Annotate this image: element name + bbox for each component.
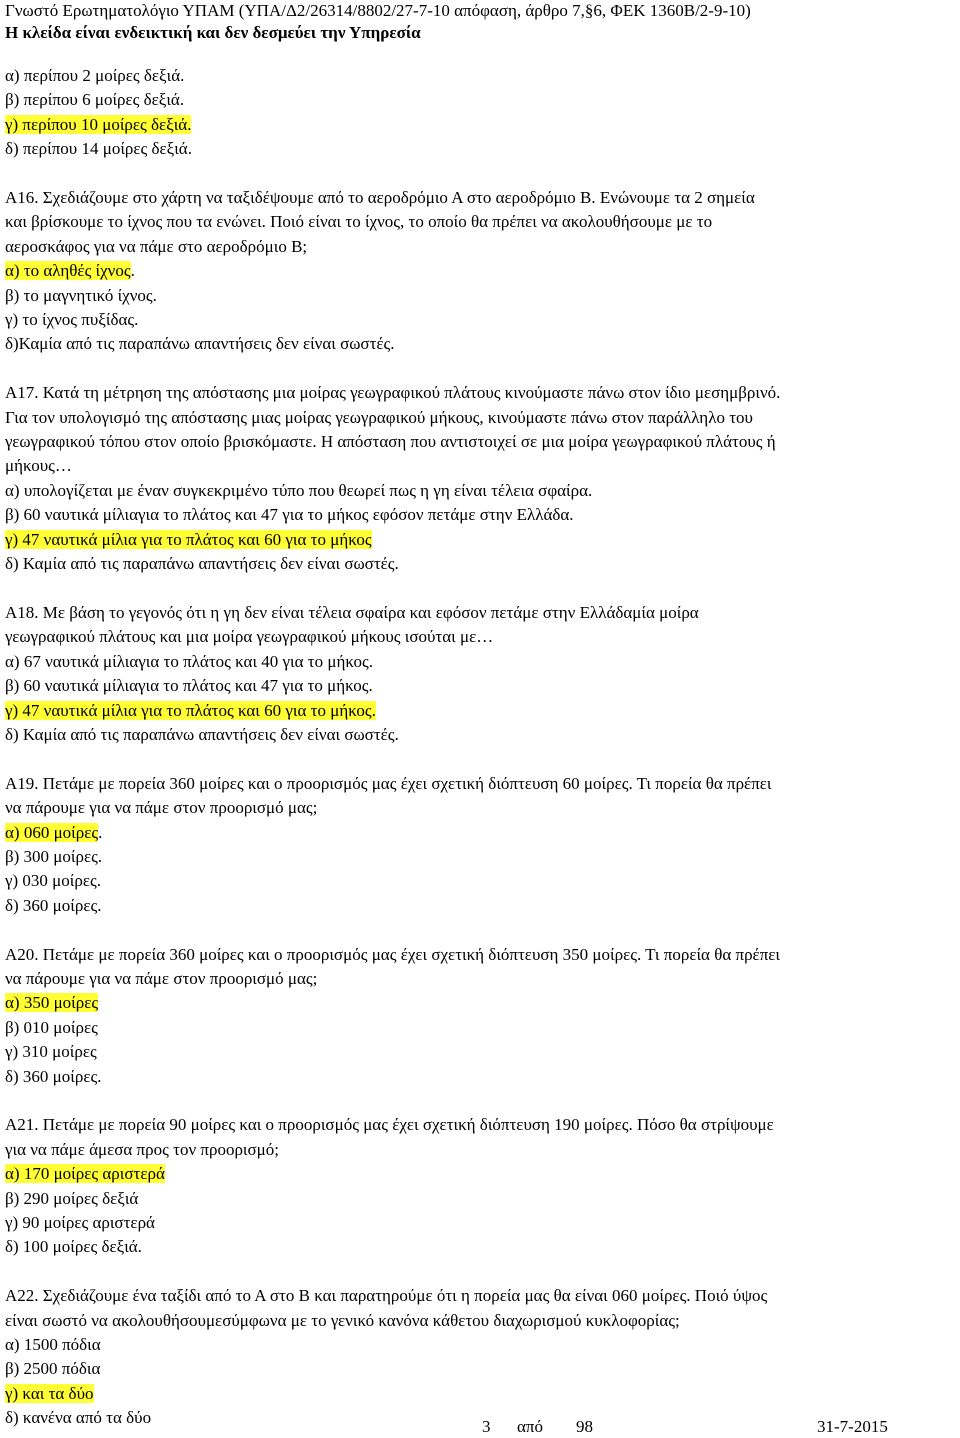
question-a19 [5,772,955,918]
answer-option-b: β) περίπου 6 μοίρες δεξιά. [5,90,185,110]
answer-option-d: δ)Καμία από τις παραπάνω απαντήσεις δεν είναι σωστές. [5,334,395,354]
document-body [5,64,955,1431]
answer-option-a-correct: α) 170 μοίρες αριστερά [5,1164,165,1184]
footer-date: 31-7-2015 [817,1417,888,1436]
question-text: αεροσκάφος για να πάμε στο αεροδρόμιο Β; [5,236,308,256]
header-title: Γνωστό Ερωτηματολόγιο ΥΠΑΜ (ΥΠΑ/Δ2/26314/8802/27-7-10 απόφαση, άρθρο 7,§6, ΦΕΚ 1360Β/2-9-10) [5,1,751,20]
answer-option-a: α) υπολογίζεται με έναν συγκεκριμένο τύπο που θεωρεί πως η γη είναι τέλεια σφαίρα. [5,480,593,500]
question-a16 [5,186,955,357]
question-text: Α20. Πετάμε με πορεία 360 μοίρες και ο προορισμός μας έχει σχετική διόπτευση 350 μοίρες. Τι πορεία θα πρέπει [5,944,780,964]
answer-option-d: δ) 100 μοίρες δεξιά. [5,1237,142,1257]
answer-option-a: α) 67 ναυτικά μίλιαγια το πλάτος και 40 για το μήκος. [5,651,374,671]
answer-option-c-correct: γ) και τα δύο [5,1383,94,1403]
question-text: Α16. Σχεδιάζουμε στο χάρτη να ταξιδέψουμε από το αεροδρόμιο Α στο αεροδρόμιο Β. Ενώνουμε τα 2 σημεία [5,188,755,208]
question-text: Α22. Σχεδιάζουμε ένα ταξίδι από το Α στο Β και παρατηρούμε ότι η πορεία μας θα είναι 060 μοίρες. Ποιό ύψος [5,1286,768,1306]
page-header [5,0,955,44]
answer-option-c: γ) το ίχνος πυξίδας. [5,310,139,330]
question-text: Για τον υπολογισμό της απόστασης μιας μοίρας γεωγραφικού μήκους, κινούμαστε πάνω στον παράλληλο του [5,407,753,427]
question-a20 [5,943,955,1089]
question-text: μήκους… [5,456,72,476]
answer-punctuation: . [130,261,135,281]
answer-punctuation: . [98,822,103,842]
page-of-label: από [517,1417,543,1436]
question-text: για να πάμε άμεσα προς τον προορισμό; [5,1139,280,1159]
answer-option-c: γ) 310 μοίρες [5,1042,97,1062]
page-total: 98 [576,1417,593,1436]
answer-option-a-correct: α) 350 μοίρες [5,993,99,1013]
answer-option-b: β) 300 μοίρες. [5,846,103,866]
answer-option-c-correct: γ) 47 ναυτικά μίλια για το πλάτος και 60 για το μήκος. [5,700,376,720]
header-disclaimer: Η κλείδα είναι ενδεικτική και δεν δεσμεύει την Υπηρεσία [5,23,421,42]
answer-option-d: δ) Καμία από τις παραπάνω απαντήσεις δεν είναι σωστές. [5,724,399,744]
answer-option-d: δ) 360 μοίρες. [5,1066,102,1086]
answer-option-b: β) 010 μοίρες [5,1017,98,1037]
question-text: Α18. Με βάση το γεγονός ότι η γη δεν είναι τέλεια σφαίρα και εφόσον πετάμε στην Ελλάδαμία μοίρα [5,602,699,622]
answer-option-d: δ) κανένα από τα δύο [5,1408,152,1428]
question-a17 [5,381,955,576]
answer-option-c-correct: γ) περίπου 10 μοίρες δεξιά. [5,114,192,134]
answer-option-b: β) 290 μοίρες δεξιά [5,1188,139,1208]
question-text: είναι σωστό να ακολουθήσουμεσύμφωνα με το γενικό κανόνα κάθετου διαχωρισμού κυκλοφορίας; [5,1310,680,1330]
answer-option-d: δ) περίπου 14 μοίρες δεξιά. [5,139,192,159]
question-text: Α17. Κατά τη μέτρηση της απόστασης μια μοίρας γεωγραφικού πλάτους κινούμαστε πάνω στον ίδιο μεσημβρινό. [5,383,781,403]
question-text: να πάρουμε για να πάμε στον προορισμό μας; [5,968,318,988]
answer-option-a-correct: α) το αληθές ίχνος [5,261,131,281]
answer-option-c-correct: γ) 47 ναυτικά μίλια για το πλάτος και 60 για το μήκος [5,529,372,549]
answer-option-a: α) 1500 πόδια [5,1335,101,1355]
page-number: 3 [482,1417,491,1436]
question-text: γεωγραφικού πλάτους και μια μοίρα γεωγραφικού μήκους ισούται με… [5,627,494,647]
question-text: Α19. Πετάμε με πορεία 360 μοίρες και ο προορισμός μας έχει σχετική διόπτευση 60 μοίρες. Τι πορεία θα πρέπει [5,773,772,793]
question-a18 [5,601,955,747]
question-a21 [5,1113,955,1259]
answer-option-d: δ) 360 μοίρες. [5,895,102,915]
answer-option-c: γ) 030 μοίρες. [5,871,101,891]
answer-option-b: β) 2500 πόδια [5,1359,101,1379]
page-footer [0,1416,960,1438]
question-text: Α21. Πετάμε με πορεία 90 μοίρες και ο προορισμός μας έχει σχετική διόπτευση 190 μοίρες. Πόσο θα στρίψουμε [5,1115,774,1135]
answer-option-a-correct: α) 060 μοίρες [5,822,99,842]
answer-option-a: α) περίπου 2 μοίρες δεξιά. [5,66,185,85]
question-text: γεωγραφικού τόπου στον οποίο βρισκόμαστε. Η απόσταση που αντιστοιχεί σε μια μοίρα γεωγραφικού πλάτους ή [5,432,776,452]
answer-option-d: δ) Καμία από τις παραπάνω απαντήσεις δεν είναι σωστές. [5,554,399,574]
answer-option-b: β) 60 ναυτικά μίλιαγια το πλάτος και 47 για το μήκος. [5,676,373,696]
question-text: να πάρουμε για να πάμε στον προορισμό μας; [5,798,318,818]
question-a22 [5,1284,955,1430]
leadin-answers [5,64,955,162]
answer-option-b: β) 60 ναυτικά μίλιαγια το πλάτος και 47 για το μήκος εφόσον πετάμε στην Ελλάδα. [5,505,574,525]
answer-option-c: γ) 90 μοίρες αριστερά [5,1213,155,1232]
question-text: και βρίσκουμε το ίχνος που τα ενώνει. Ποιό είναι το ίχνος, το οποίο θα πρέπει να ακολουθήσουμε με το [5,212,713,232]
answer-option-b: β) το μαγνητικό ίχνος. [5,285,157,305]
